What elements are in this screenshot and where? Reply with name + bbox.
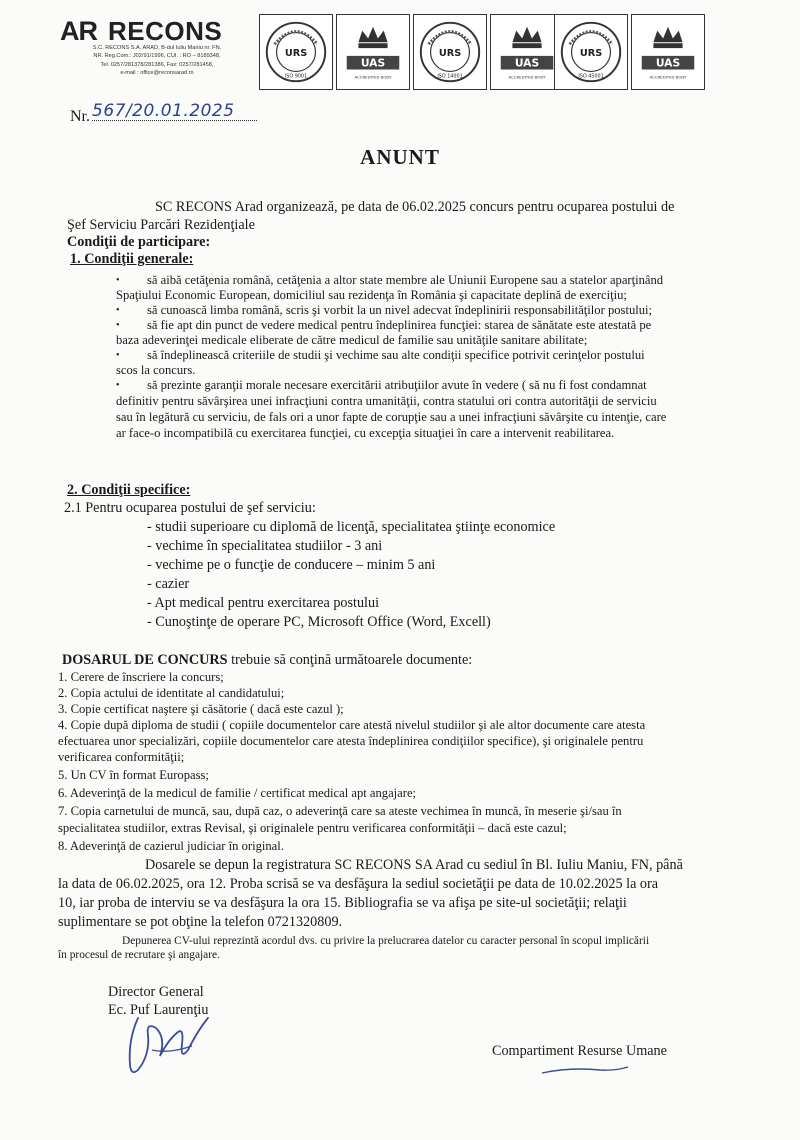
general-conditions-heading: 1. Condiţii generale: <box>70 251 194 267</box>
dosar-item: 5. Un CV în format Europass; <box>58 768 209 782</box>
dosar-item: verificarea conformităţii; <box>58 750 185 764</box>
accreditation-crown-icon <box>631 14 705 90</box>
company-info-line: S.C. RECONS S.A. ARAD, B-dul Iuliu Maniu nr. FN, <box>92 45 222 51</box>
specific-conditions-heading: 2. Condiţii specifice: <box>67 482 191 498</box>
signatory-name: Ec. Puf Laurenţiu <box>108 1002 209 1018</box>
cert-sub: ACCREDITED BODY <box>508 74 546 80</box>
general-condition-line: scos la concurs. <box>116 363 196 377</box>
cert-label: UAS <box>514 56 540 70</box>
bullet-icon: • <box>116 305 120 316</box>
cert-bottom-text: ISO 45001 <box>578 73 604 80</box>
company-info-line: NR. Reg.Com.: J02/91/1996, CUI. : RO – 8189348, <box>93 53 221 60</box>
registration-number: 567/20.01.2025 <box>92 101 235 121</box>
submission-line: suplimentare se pot obţine la telefon 0721320809. <box>58 914 343 930</box>
cert-center-text: URS <box>438 47 462 59</box>
specific-condition-item: - studii superioare cu diplomă de licenţă, specialitatea ştiinţe economice <box>147 519 556 535</box>
dosar-heading-rest: trebuie să conţină următoarele documente: <box>227 652 473 668</box>
dosar-item: 7. Copia carnetului de muncă, sau, după caz, o adeverinţă care sa ateste vechimea în muncă, în meserie şi/sau în <box>58 804 622 818</box>
accreditation-crown-icon <box>490 14 564 90</box>
general-condition-line: sau în legătură cu serviciu, de fals ori a unor fapte de corupţie sau a unei infracţiuni săvârşite cu intenţie, care <box>116 410 667 424</box>
certification-seal-icon <box>259 14 333 90</box>
general-condition-line: Spaţiului Economic European, domiciliul sau rezidenţa în România şi capacitate deplină de exerciţiu; <box>116 288 627 302</box>
registration-label: Nr. <box>70 108 90 125</box>
submission-line: 10, iar proba de interviu se va desfăşura la ora 15. Bibliografia se va afişa pe site-ul societăţii; relaţii <box>58 895 627 911</box>
handwritten-mark-icon <box>540 1063 630 1077</box>
general-condition-line: să îndeplinească criteriile de studii şi vechime sau alte condiţii specifice potrivit cerinţelor postului <box>147 348 645 362</box>
certification-seal-icon <box>413 14 487 90</box>
registration-dotted-line <box>92 120 257 121</box>
general-condition-line: să cunoască limba română, scris şi vorbit la un nivel adecvat îndeplinirii responsabilităţilor postului; <box>147 303 653 317</box>
accreditation-crown-icon <box>336 14 410 90</box>
bullet-icon: • <box>116 350 120 361</box>
handwritten-signature-icon <box>108 1010 238 1080</box>
specific-condition-item: - vechime pe o funcţie de conducere – minim 5 ani <box>147 557 436 573</box>
dosar-item: 6. Adeverinţă de la medicul de familie / certificat medical apt angajare; <box>58 786 417 800</box>
company-info-line: e-mail : office@reconsarad.ro <box>120 69 194 76</box>
gdpr-note-line: Depunerea CV-ului reprezintă acordul dvs. cu privire la prelucrarea datelor cu caracter personal în scopul implicării <box>122 935 650 947</box>
submission-line: Dosarele se depun la registratura SC RECONS SA Arad cu sediul în Bl. Iuliu Maniu, FN, până <box>145 857 683 873</box>
general-condition-line: să prezinte garanţii morale necesare exercitării atribuţiilor avute în vedere ( să nu fi fost condamnat <box>147 378 647 392</box>
cert-bottom-text: ISO 9001 <box>284 73 308 80</box>
general-condition-line: să aibă cetăţenia română, cetăţenia a altor state membre ale Uniunii Europene sau a statelor aparţinând <box>147 273 664 287</box>
announcement-title: ANUNT <box>360 145 440 169</box>
dosar-heading-bold: DOSARUL DE CONCURS <box>62 652 228 668</box>
general-condition-line: baza adeverinţei medicale eliberate de către medicul de familie sau unităţile sanitare abilitate; <box>116 333 588 347</box>
submission-line: la data de 06.02.2025, ora 12. Proba scrisă se va desfăşura la sediul societăţii pe data de 10.02.2025 la ora <box>58 876 659 892</box>
company-info-line: Tel. 0257/281378/281386, Fax: 0257/281458, <box>100 61 214 68</box>
logo-mark: AR <box>60 16 97 46</box>
cert-center-text: URS <box>284 47 308 59</box>
cert-center-text: URS <box>579 47 603 59</box>
gdpr-note-line: în procesul de recrutare şi angajare. <box>58 949 220 961</box>
bullet-icon: • <box>116 320 120 331</box>
specific-condition-item: - Cunoştinţe de operare PC, Microsoft Office (Word, Excell) <box>147 614 491 630</box>
general-condition-line: definitiv pentru săvârşirea unei infracţiuni contra umanităţii, contra statului ori contra autorităţii de serviciu <box>116 394 657 408</box>
intro-line: SC RECONS Arad organizează, pe data de 06.02.2025 concurs pentru ocuparea postului de <box>155 199 675 215</box>
specific-condition-item: - vechime în specialitatea studiilor - 3 ani <box>147 538 383 554</box>
cert-bottom-text: ISO 14001 <box>437 73 463 80</box>
company-info <box>62 44 252 77</box>
signatory-role: Director General <box>108 984 204 1000</box>
specific-condition-item: - Apt medical pentru exercitarea postului <box>147 595 380 611</box>
specific-subheading: 2.1 Pentru ocuparea postului de şef serviciu: <box>64 500 316 516</box>
certification-seal-icon <box>554 14 628 90</box>
cert-label: UAS <box>655 56 681 70</box>
intro-line: Şef Serviciu Parcări Rezidenţiale <box>67 217 255 233</box>
general-condition-line: să fie apt din punct de vedere medical pentru îndeplinirea funcţiei: starea de sănătate este atestată pe <box>147 318 652 332</box>
cert-sub: ACCREDITED BODY <box>354 74 392 80</box>
cert-sub: ACCREDITED BODY <box>649 74 687 80</box>
specific-condition-item: - cazier <box>147 576 190 592</box>
dosar-item: 3. Copie certificat naştere şi căsătorie ( dacă este cazul ); <box>58 702 344 716</box>
hr-department: Compartiment Resurse Umane <box>492 1043 667 1059</box>
bullet-icon: • <box>116 275 120 286</box>
cert-label: UAS <box>360 56 386 70</box>
bullet-icon: • <box>116 380 120 391</box>
dosar-item: efectuarea unor specializări, copiile documentelor care atesta îndeplinirea condiţiilor specifice), şi originalele pentru <box>58 734 644 748</box>
dosar-item: 2. Copia actului de identitate al candidatului; <box>58 686 285 700</box>
dosar-heading <box>62 652 472 669</box>
dosar-item: 8. Adeverinţă de cazierul judiciar în original. <box>58 839 284 853</box>
dosar-item: 4. Copie după diploma de studii ( copiile documentelor care atestă nivelul studiilor şi ale altor documente care atesta <box>58 718 646 732</box>
dosar-item: 1. Cerere de înscriere la concurs; <box>58 670 224 684</box>
dosar-item: specialitatea studiilor, extras Revisal, şi originalele pentru verificarea conformităţii – dacă este cazul; <box>58 821 567 835</box>
conditions-heading: Condiţii de participare: <box>67 234 211 250</box>
general-condition-line: ar face-o incompatibilă cu exercitarea funcţiei, cu excepţia situaţiei în care a intervenit reabilitarea. <box>116 426 615 440</box>
logo-name: RECONS <box>108 16 223 46</box>
